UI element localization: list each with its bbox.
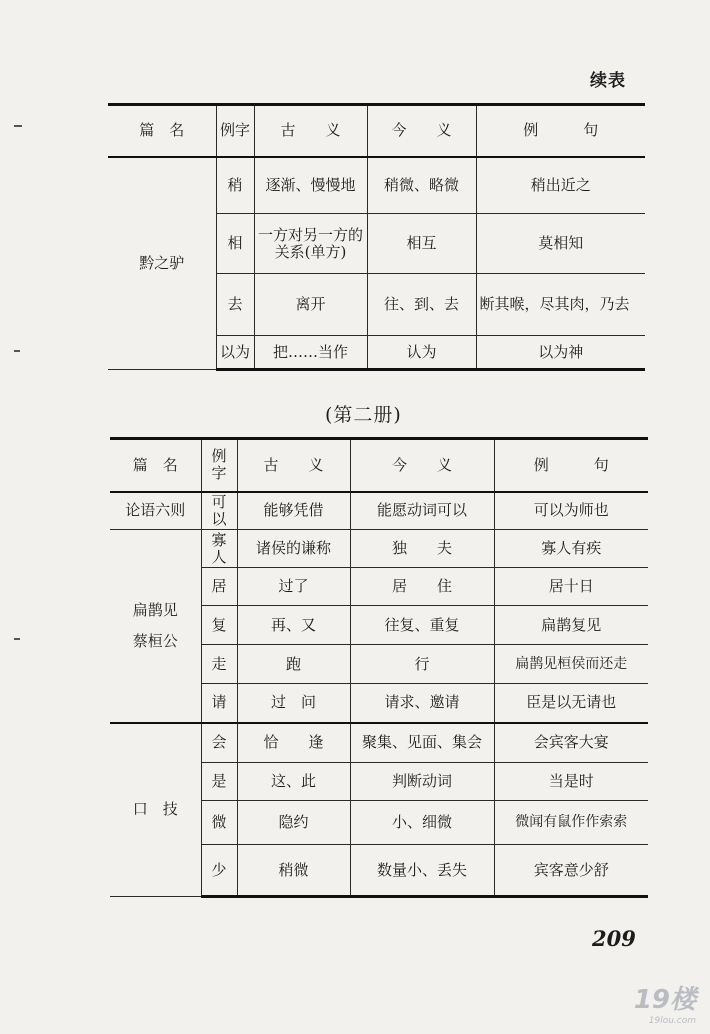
modern-cell: 数量小、丢失 xyxy=(350,845,494,897)
modern-cell: 聚集、见面、集会 xyxy=(350,723,494,763)
ancient-cell: 一方对另一方的关系(单方) xyxy=(254,214,367,274)
char-cell: 可以 xyxy=(201,492,237,530)
header-modern: 今 义 xyxy=(350,439,494,492)
ancient-cell: 把……当作 xyxy=(254,336,367,370)
modern-cell: 小、细微 xyxy=(350,801,494,845)
ancient-cell: 逐渐、慢慢地 xyxy=(254,157,367,214)
lesson-name: 黔之驴 xyxy=(108,157,216,370)
ancient-cell: 稍微 xyxy=(237,845,350,897)
table-row xyxy=(108,157,645,214)
example-cell: 扁鹊复见 xyxy=(494,606,648,645)
lesson-name xyxy=(110,530,201,723)
lesson-name: 口 技 xyxy=(110,723,201,897)
header-lesson: 篇 名 xyxy=(108,105,216,157)
modern-cell: 判断动词 xyxy=(350,763,494,801)
watermark-sub: 19lou.com xyxy=(648,1016,696,1026)
header-lesson: 篇 名 xyxy=(110,439,201,492)
example-cell: 稍出近之 xyxy=(476,157,645,214)
ancient-cell: 隐约 xyxy=(237,801,350,845)
header-example: 例 句 xyxy=(494,439,648,492)
char-cell: 会 xyxy=(201,723,237,763)
example-cell: 会宾客大宴 xyxy=(494,723,648,763)
table-row xyxy=(110,492,648,530)
modern-cell: 认为 xyxy=(367,336,476,370)
header-ancient: 古 义 xyxy=(237,439,350,492)
ancient-cell: 恰 逢 xyxy=(237,723,350,763)
ancient-cell: 过 问 xyxy=(237,684,350,723)
header-modern: 今 义 xyxy=(367,105,476,157)
modern-cell: 能愿动词可以 xyxy=(350,492,494,530)
modern-cell: 往、到、去 xyxy=(367,274,476,336)
example-cell: 扁鹊见桓侯而还走 xyxy=(494,645,648,684)
example-cell: 微闻有鼠作作索索 xyxy=(494,801,648,845)
modern-cell: 相互 xyxy=(367,214,476,274)
table-header-row xyxy=(110,439,648,492)
example-cell: 寡人有疾 xyxy=(494,530,648,568)
char-cell: 居 xyxy=(201,568,237,606)
continued-label: 续表 xyxy=(590,71,626,91)
char-cell: 复 xyxy=(201,606,237,645)
header-ancient: 古 义 xyxy=(254,105,367,157)
char-cell: 微 xyxy=(201,801,237,845)
char-cell: 去 xyxy=(216,274,254,336)
example-cell: 宾客意少舒 xyxy=(494,845,648,897)
ancient-cell: 过了 xyxy=(237,568,350,606)
volume-title: (第二册) xyxy=(325,404,402,426)
page-number: 209 xyxy=(592,926,636,951)
lesson-name: 论语六则 xyxy=(110,492,201,530)
header-char: 例字 xyxy=(216,105,254,157)
margin-mark xyxy=(14,125,22,127)
char-cell: 走 xyxy=(201,645,237,684)
ancient-cell: 离开 xyxy=(254,274,367,336)
example-cell: 臣是以无请也 xyxy=(494,684,648,723)
modern-cell: 居 住 xyxy=(350,568,494,606)
vocab-table-volume-1 xyxy=(108,103,645,371)
example-cell: 居十日 xyxy=(494,568,648,606)
table-row xyxy=(110,723,648,763)
margin-mark xyxy=(14,638,20,640)
header-char: 例字 xyxy=(201,439,237,492)
vocab-table-volume-2 xyxy=(110,437,648,898)
char-cell: 寡人 xyxy=(201,530,237,568)
example-cell: 以为神 xyxy=(476,336,645,370)
example-cell: 莫相知 xyxy=(476,214,645,274)
lesson-name-line: 扁鹊见 xyxy=(132,600,178,619)
modern-cell: 请求、邀请 xyxy=(350,684,494,723)
char-cell: 是 xyxy=(201,763,237,801)
header-example: 例 句 xyxy=(476,105,645,157)
ancient-cell: 能够凭借 xyxy=(237,492,350,530)
example-cell: 断其喉，尽其肉，乃去 xyxy=(476,274,645,336)
table-row xyxy=(110,530,648,568)
modern-cell: 往复、重复 xyxy=(350,606,494,645)
modern-cell: 行 xyxy=(350,645,494,684)
char-cell: 稍 xyxy=(216,157,254,214)
ancient-cell: 再、又 xyxy=(237,606,350,645)
modern-cell: 独 夫 xyxy=(350,530,494,568)
char-cell: 请 xyxy=(201,684,237,723)
char-cell: 少 xyxy=(201,845,237,897)
watermark-main: 19楼 xyxy=(633,985,696,1015)
ancient-cell: 跑 xyxy=(237,645,350,684)
example-cell: 可以为师也 xyxy=(494,492,648,530)
watermark xyxy=(634,979,696,1026)
ancient-cell: 诸侯的谦称 xyxy=(237,530,350,568)
table-header-row xyxy=(108,105,645,157)
margin-mark xyxy=(14,350,20,352)
example-cell: 当是时 xyxy=(494,763,648,801)
char-cell: 以为 xyxy=(216,336,254,370)
lesson-name-line: 蔡桓公 xyxy=(132,631,178,650)
char-cell: 相 xyxy=(216,214,254,274)
modern-cell: 稍微、略微 xyxy=(367,157,476,214)
ancient-cell: 这、此 xyxy=(237,763,350,801)
